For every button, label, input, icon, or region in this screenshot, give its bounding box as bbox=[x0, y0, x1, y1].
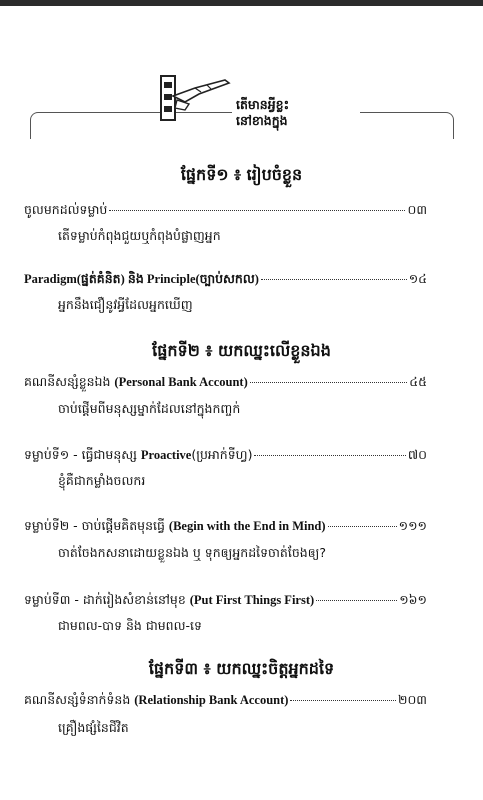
toc-entry[interactable] bbox=[24, 271, 427, 289]
toc-entry[interactable] bbox=[24, 518, 427, 536]
section-title-part3: ផ្នែកទី៣ ៖ យកឈ្នះចិត្តអ្នកដទៃ bbox=[148, 659, 335, 678]
toc-entry[interactable] bbox=[24, 202, 427, 220]
toc-entry[interactable] bbox=[24, 374, 427, 392]
leader-dots bbox=[109, 210, 405, 211]
toc-entry[interactable] bbox=[24, 447, 427, 465]
entry-title: ទម្លាប់ទី៣ - ដាក់រៀងសំខាន់នៅមុខ (Put First Things First) bbox=[24, 592, 315, 607]
entry-page-number: ១៤ bbox=[408, 271, 427, 286]
entry-title: ទម្លាប់ទី១ - ធ្វើជាមនុស្ស Proactive(ប្រអាក់ទីហ្វ) bbox=[24, 447, 253, 462]
entry-page-number: ១១១ bbox=[398, 518, 427, 533]
entry-title: គណនីសន្សំទំនាក់ទំនង (Relationship Bank Account) bbox=[24, 692, 289, 707]
entry-page-number: ៤៥ bbox=[409, 374, 427, 389]
contents-header-line2: នៅខាងក្នុង bbox=[236, 113, 288, 128]
leader-dots bbox=[261, 279, 407, 280]
entry-page-number: ១៦១ bbox=[399, 592, 427, 607]
toc-entry[interactable] bbox=[24, 692, 427, 710]
leader-dots bbox=[328, 526, 397, 527]
top-status-bar bbox=[0, 0, 483, 6]
entry-subtitle: អ្នកនឹងជឿនូវអ្វីដែលអ្នកឃើញ bbox=[58, 297, 193, 312]
leader-dots bbox=[290, 700, 396, 701]
entry-subtitle: គ្រឿងផ្សំនៃជីវិត bbox=[58, 720, 129, 735]
entry-title: ចូលមកដល់ទម្លាប់ bbox=[24, 202, 108, 217]
entry-subtitle: ខ្ញុំគឺជាកម្លាំងចលករ bbox=[58, 473, 146, 488]
entry-subtitle: ចាប់ផ្តើមពីមនុស្សម្នាក់ដែលនៅក្នុងកញ្ចក់ bbox=[58, 401, 241, 416]
pointing-hand-icon bbox=[155, 70, 235, 122]
contents-header bbox=[232, 97, 360, 129]
entry-page-number: ០៣ bbox=[407, 202, 427, 217]
leader-dots bbox=[254, 455, 405, 456]
entry-subtitle: ជាមពល-បាទ និង ជាមពល-ទេ bbox=[58, 618, 202, 633]
entry-title: Paradigm(ផ្នត់គំនិត) និង Principle(ច្បាប់សកល) bbox=[24, 272, 259, 286]
section-title-part1: ផ្នែកទី១ ៖ រៀបចំខ្លួន bbox=[180, 165, 303, 184]
section-title-part2: ផ្នែកទី២ ៖ យកឈ្នះលើខ្លួនឯង bbox=[152, 341, 331, 360]
entry-subtitle: តើទម្លាប់កំពុងជួយឬកំពុងបំផ្លាញអ្នក bbox=[58, 228, 221, 243]
contents-header-line1: តើមានអ្វីខ្លះ bbox=[236, 97, 290, 112]
toc-entry[interactable] bbox=[24, 592, 427, 610]
entry-page-number: ២០៣ bbox=[398, 692, 427, 707]
leader-dots bbox=[250, 382, 408, 383]
entry-title: គណនីសន្សំខ្លួនឯង (Personal Bank Account) bbox=[24, 374, 248, 389]
entry-title: ទម្លាប់ទី២ - ចាប់ផ្តើមគិតមុនធ្វើ (Begin with the End in Mind) bbox=[24, 518, 326, 533]
entry-subtitle: ចាត់ចែងកសនាដោយខ្លួនឯង ឬ ទុកឲ្យអ្នកដទៃចាត់ចែងឲ្យ? bbox=[58, 545, 326, 560]
entry-page-number: ៧០ bbox=[407, 447, 427, 462]
leader-dots bbox=[316, 600, 397, 601]
